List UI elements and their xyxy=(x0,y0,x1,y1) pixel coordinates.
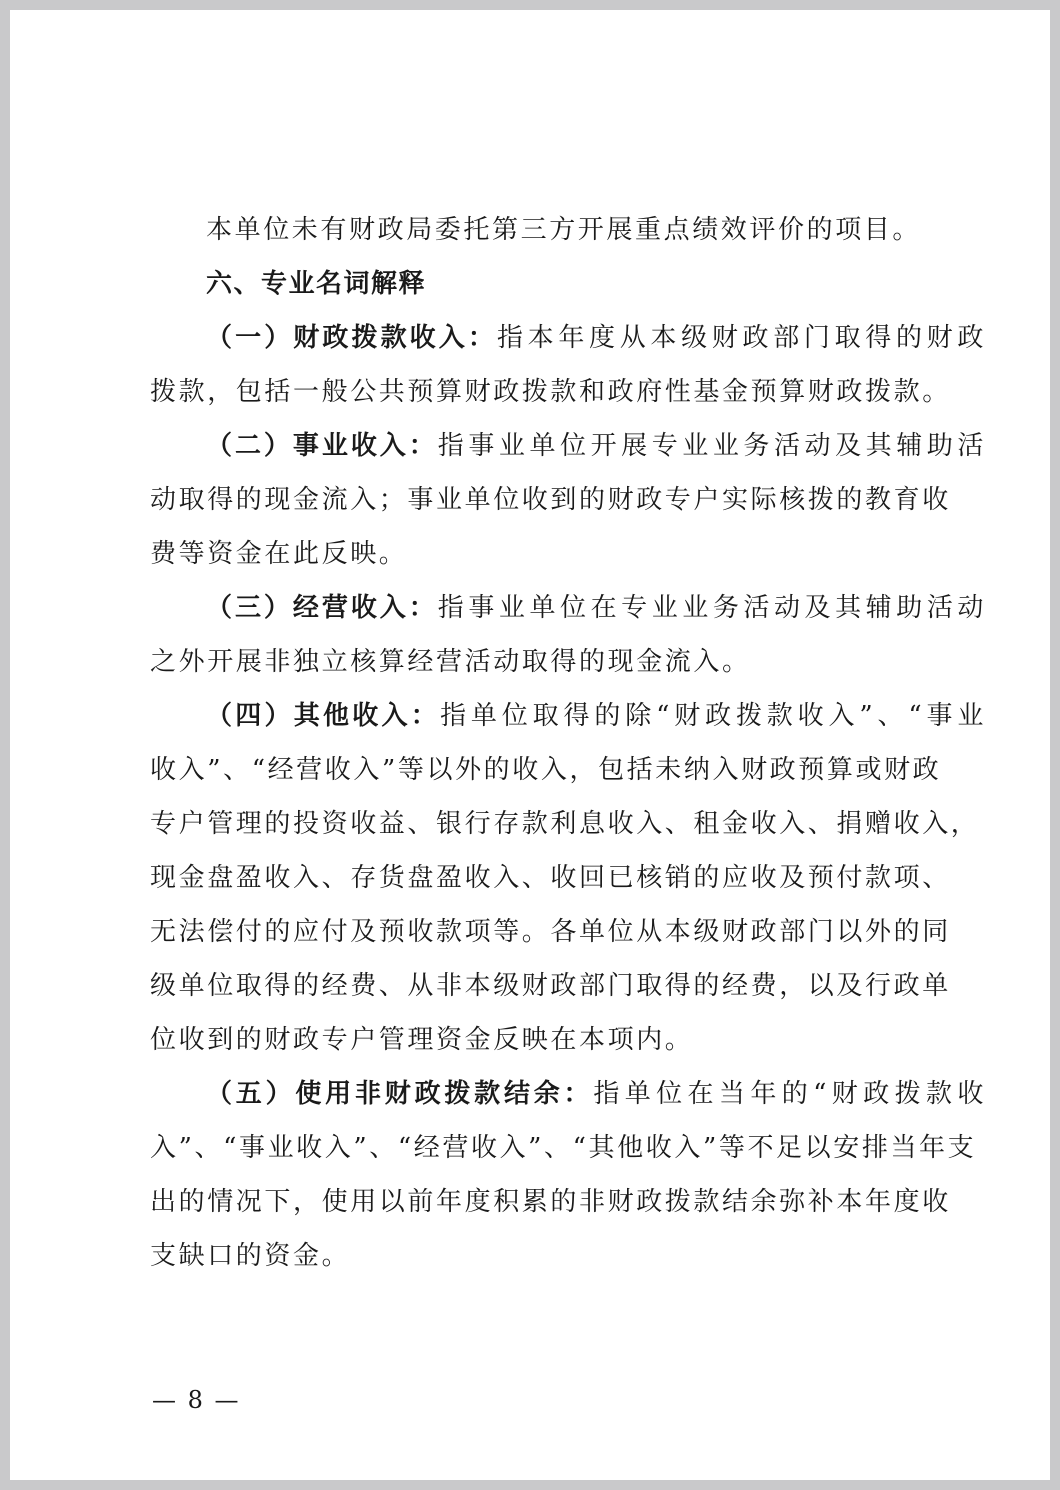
heading-text: 六、专业名词解释 xyxy=(206,269,427,299)
line-text: 无法偿付的应付及预收款项等。各单位从本级财政部门以外的同 xyxy=(150,917,951,947)
paragraph-line xyxy=(150,804,980,844)
paragraph-line xyxy=(150,210,986,250)
term-label: （四）其他收入： xyxy=(206,701,441,731)
line-text: 指单位在当年的“财政拨款收 xyxy=(593,1079,986,1109)
line-text: 本单位未有财政局委托第三方开展重点绩效评价的项目。 xyxy=(206,215,922,245)
line-text: 指本年度从本级财政部门取得的财政 xyxy=(496,323,986,353)
paragraph-line xyxy=(150,858,951,898)
line-text: 收入”、“经营收入”等以外的收入，包括未纳入财政预算或财政 xyxy=(150,755,942,785)
paragraph-line xyxy=(150,480,951,520)
line-text: 费等资金在此反映。 xyxy=(150,539,408,569)
paragraph-line xyxy=(150,1074,986,1114)
paragraph-line xyxy=(150,372,951,412)
paragraph-line xyxy=(150,642,930,682)
line-text: 位收到的财政专户管理资金反映在本项内。 xyxy=(150,1025,694,1055)
line-text: 拨款，包括一般公共预算财政拨款和政府性基金预算财政拨款。 xyxy=(150,377,951,407)
line-text: 动取得的现金流入；事业单位收到的财政专户实际核拨的教育收 xyxy=(150,485,951,515)
line-text: 指单位取得的除“财政拨款收入”、“事业 xyxy=(440,701,986,731)
paragraph-line xyxy=(150,966,951,1006)
line-text: 指事业单位开展专业业务活动及其辅助活 xyxy=(437,431,986,461)
page-number: — 8 — xyxy=(152,1386,241,1414)
paragraph-line xyxy=(150,696,986,736)
paragraph-line xyxy=(150,1236,930,1276)
paragraph-line xyxy=(150,750,942,790)
section-heading xyxy=(150,264,986,304)
paragraph-line xyxy=(150,1182,951,1222)
paragraph-line xyxy=(150,912,951,952)
term-label: （五）使用非财政拨款结余： xyxy=(206,1079,594,1109)
paragraph-line xyxy=(150,1020,930,1060)
term-label: （一）财政拨款收入： xyxy=(206,323,497,353)
line-text: 出的情况下，使用以前年度积累的非财政拨款结余弥补本年度收 xyxy=(150,1187,951,1217)
paragraph-line xyxy=(150,426,986,466)
line-text: 专户管理的投资收益、银行存款利息收入、租金收入、捐赠收入， xyxy=(150,809,980,839)
paragraph-line xyxy=(150,588,986,628)
line-text: 现金盘盈收入、存货盘盈收入、收回已核销的应收及预付款项、 xyxy=(150,863,951,893)
line-text: 支缺口的资金。 xyxy=(150,1241,351,1271)
line-text: 入”、“事业收入”、“经营收入”、“其他收入”等不足以安排当年支 xyxy=(150,1133,977,1163)
document-page xyxy=(10,10,1050,1480)
paragraph-line xyxy=(150,318,986,358)
line-text: 之外开展非独立核算经营活动取得的现金流入。 xyxy=(150,647,751,677)
line-text: 级单位取得的经费、从非本级财政部门取得的经费，以及行政单 xyxy=(150,971,951,1001)
paragraph-line xyxy=(150,1128,977,1168)
paragraph-line xyxy=(150,534,930,574)
line-text: 指事业单位在专业业务活动及其辅助活动 xyxy=(437,593,986,623)
term-label: （三）经营收入： xyxy=(206,593,438,623)
term-label: （二）事业收入： xyxy=(206,431,438,461)
